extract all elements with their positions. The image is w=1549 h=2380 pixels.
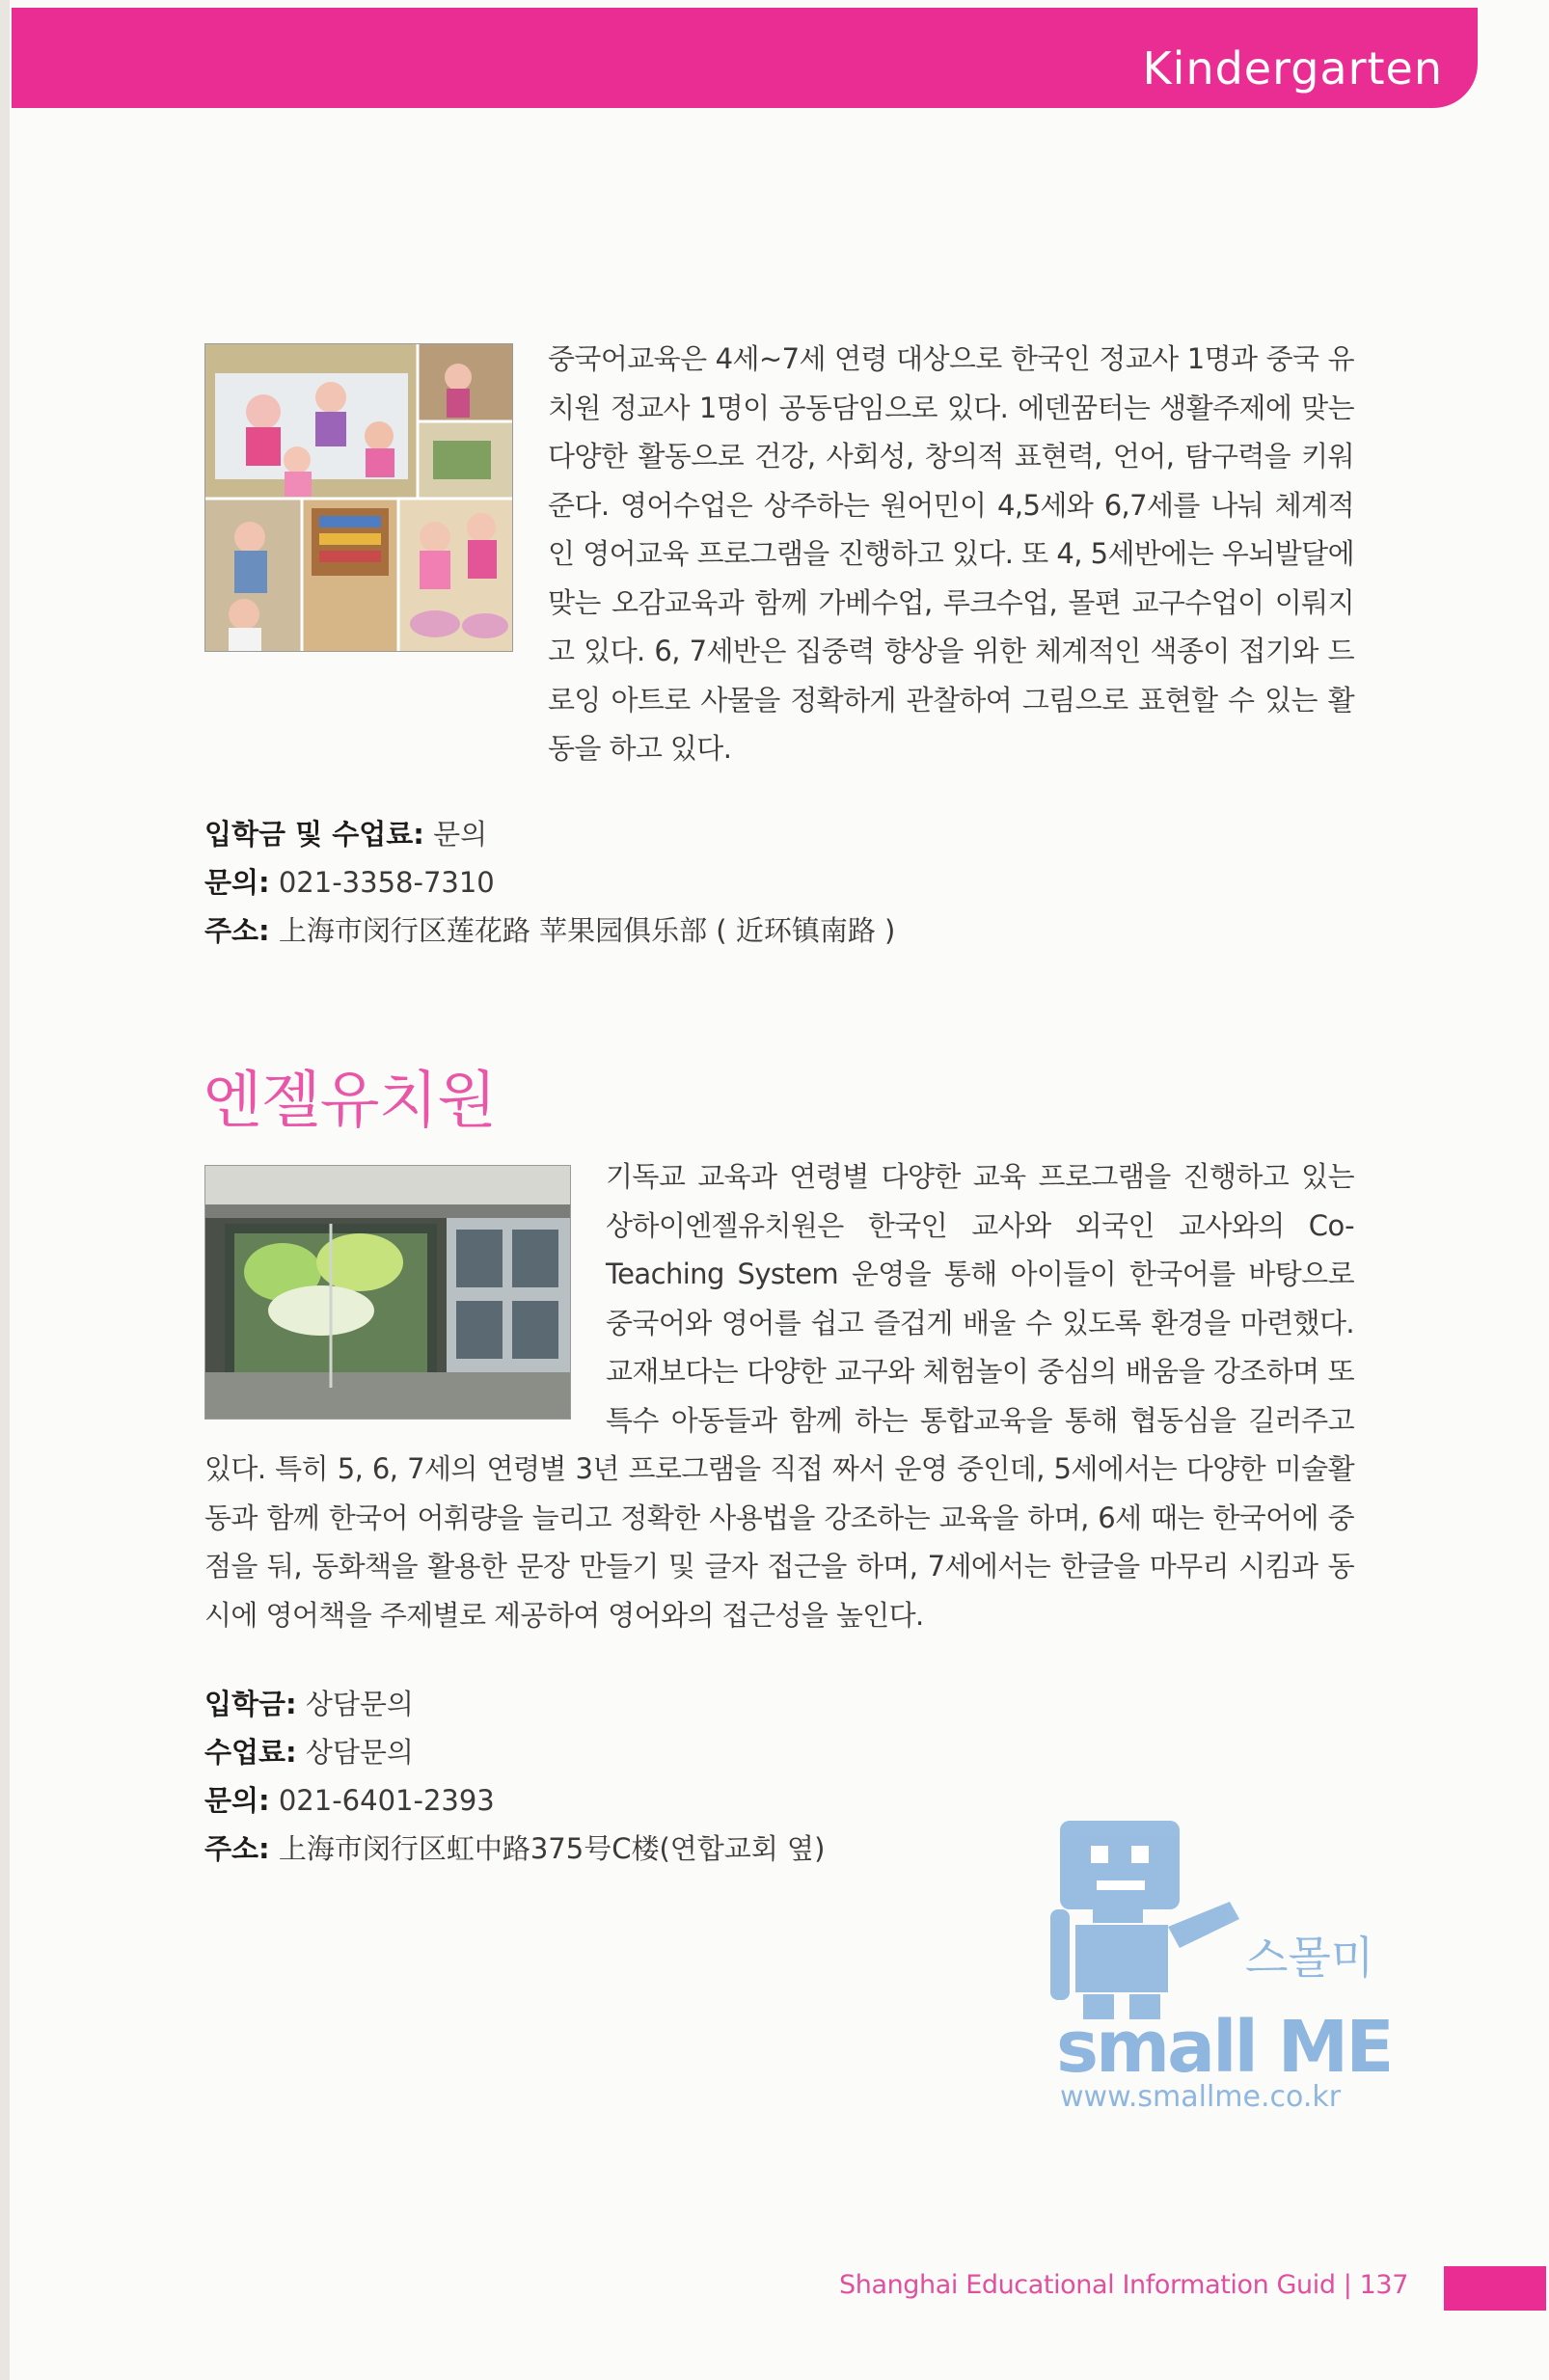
section1-paragraph — [204, 335, 1354, 773]
info-row-tuition — [204, 1728, 825, 1776]
info-row-contact — [204, 1776, 825, 1825]
info-row-admission — [204, 1680, 825, 1728]
info-label: 문의: — [204, 1784, 270, 1817]
footer-page-info: Shanghai Educational Information Guid | 137 — [839, 2270, 1408, 2300]
info-value: 上海市闵行区虹中路375号C楼(연합교회 옆) — [269, 1832, 826, 1865]
info-value: 021-3358-7310 — [269, 866, 495, 899]
section1-info — [204, 810, 895, 955]
image-spacer — [204, 335, 548, 740]
info-row-address — [204, 1825, 825, 1873]
info-label: 수업료: — [204, 1736, 297, 1769]
info-label: 주소: — [204, 1832, 270, 1865]
section2-title: 엔젤유치원 — [203, 1066, 497, 1137]
image-spacer — [204, 1152, 606, 1428]
info-label: 문의: — [204, 866, 270, 899]
info-label: 주소: — [204, 914, 270, 947]
svg-text:small ME: small ME — [1056, 2006, 1389, 2089]
info-value: 문의 — [423, 818, 488, 851]
section2-paragraph — [204, 1152, 1354, 1639]
info-value: 021-6401-2393 — [269, 1784, 495, 1817]
smallme-stamp — [1046, 1813, 1389, 2122]
info-value: 上海市闵行区莲花路 苹果园俱乐部 ( 近环镇南路 ) — [269, 914, 896, 947]
info-value: 상담문의 — [296, 1688, 414, 1720]
robot-logo-icon — [1046, 1813, 1389, 2122]
footer-accent-tab — [1444, 2266, 1546, 2311]
header-title: Kindergarten — [1142, 42, 1443, 95]
info-label: 입학금 및 수업료: — [204, 818, 424, 851]
info-row-address — [204, 906, 895, 955]
page-edge — [0, 0, 10, 2380]
info-row-fee — [204, 810, 895, 858]
info-label: 입학금: — [204, 1688, 297, 1720]
svg-text:www.smallme.co.kr: www.smallme.co.kr — [1060, 2080, 1342, 2114]
info-row-contact — [204, 858, 895, 906]
section2-paragraph-text: 기독교 교육과 연령별 다양한 교육 프로그램을 진행하고 있는 상하이엔젤유치원은 한국인 교사와 외국인 교사와의 Co-Teaching System 운영을 통해 아이들이 한국어를 바탕으로 중국어와 영어를 쉽고 즐겁게 배울 수 있도록 환경을 마련했다. 교재보다는 다양한 교구와 체험놀이 중심의 배움을 강조하며 또 특수 아동들과 함께 하는 통합교육을 통해 협동심을 길러주고 있다. 특히 5, 6, 7세의 연령별 3년 프로그램을 직접 짜서 운영 중인데, 5세에서는 다양한 미술활동과 함께 한국어 어휘량을 늘리고 정확한 사용법을 강조하는 교육을 하며, 6세 때는 한국어에 중점을 둬, 동화책을 활용한 문장 만들기 및 글자 접근을 하며, 7세에서는 한글을 마무리 시킴과 동시에 영어책을 주제별로 제공하여 영어와의 접근성을 높인다. — [204, 1160, 1354, 1632]
section2-info — [204, 1680, 825, 1873]
info-value: 상담문의 — [296, 1736, 414, 1769]
svg-text:스몰미: 스몰미 — [1245, 1932, 1374, 1984]
section1-paragraph-text: 중국어교육은 4세~7세 연령 대상으로 한국인 정교사 1명과 중국 유치원 정교사 1명이 공동담임으로 있다. 에덴꿈터는 생활주제에 맞는 다양한 활동으로 건강, 사회성, 창의적 표현력, 언어, 탐구력을 키워준다. 영어수업은 상주하는 원어민이 4,5세와 6,7세를 나눠 체계적인 영어교육 프로그램을 진행하고 있다. 또 4, 5세반에는 우뇌발달에 맞는 오감교육과 함께 가베수업, 루크수업, 몰편 교구수업이 이뤄지고 있다. 6, 7세반은 집중력 향상을 위한 체계적인 색종이 접기와 드로잉 아트로 사물을 정확하게 관찰하여 그림으로 표현할 수 있는 활동을 하고 있다. — [548, 342, 1354, 765]
